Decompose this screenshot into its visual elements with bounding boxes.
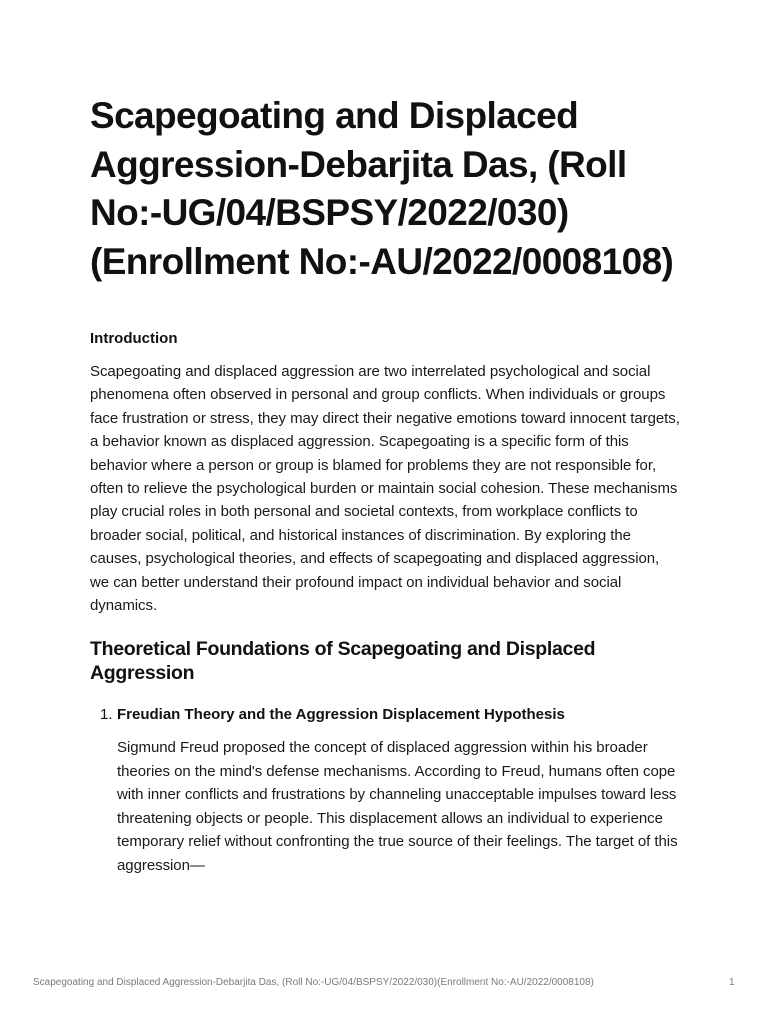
footer-page-number: 1 xyxy=(729,977,735,988)
footer-running-title: Scapegoating and Displaced Aggression-Debarjita Das, (Roll No:-UG/04/BSPSY/2022/030)(Enrollment No:-AU/2022/0008108) xyxy=(33,977,594,988)
theory-item-text: Sigmund Freud proposed the concept of displaced aggression within his broader theories on the mind's defense mechanisms. According to Freud, humans often cope with inner conflicts and frustrations by channeling unacceptable impulses toward less threatening objects or people. This displacement allows an individual to experience temporary relief without confronting the true source of their feelings. The target of this aggression— xyxy=(117,739,678,874)
introduction-label: Introduction xyxy=(90,330,178,347)
introduction-paragraph: Scapegoating and displaced aggression are two interrelated psychological and social phenomena often observed in personal and group conflicts. When individuals or groups face frustration or stress, they may direct their negative emotions toward innocent targets, a behavior known as displaced aggression. Scapegoating is a specific form of this behavior where a person or group is blamed for problems they are not responsible for, often to relieve the psychological burden or maintain social cohesion. These mechanisms play crucial roles in both personal and societal contexts, from workplace conflicts to broader social, political, and historical instances of discrimination. By exploring the causes, psychological theories, and effects of scapegoating and displaced aggression, we can better understand their profound impact on individual behavior and social dynamics. xyxy=(90,363,680,615)
theory-item xyxy=(90,705,680,876)
theory-list xyxy=(90,705,680,876)
theory-item-number: 1. xyxy=(100,706,113,724)
theoretical-foundations-heading: Theoretical Foundations of Scapegoating and Displaced Aggression xyxy=(90,638,596,685)
document-title: Scapegoating and Displaced Aggression-Debarjita Das, (Roll No:-UG/04/BSPSY/2022/030)(Enrollment No:-AU/2022/0008108) xyxy=(90,95,674,282)
page-content xyxy=(90,92,680,877)
theory-item-title: Freudian Theory and the Aggression Displacement Hypothesis xyxy=(117,706,565,724)
